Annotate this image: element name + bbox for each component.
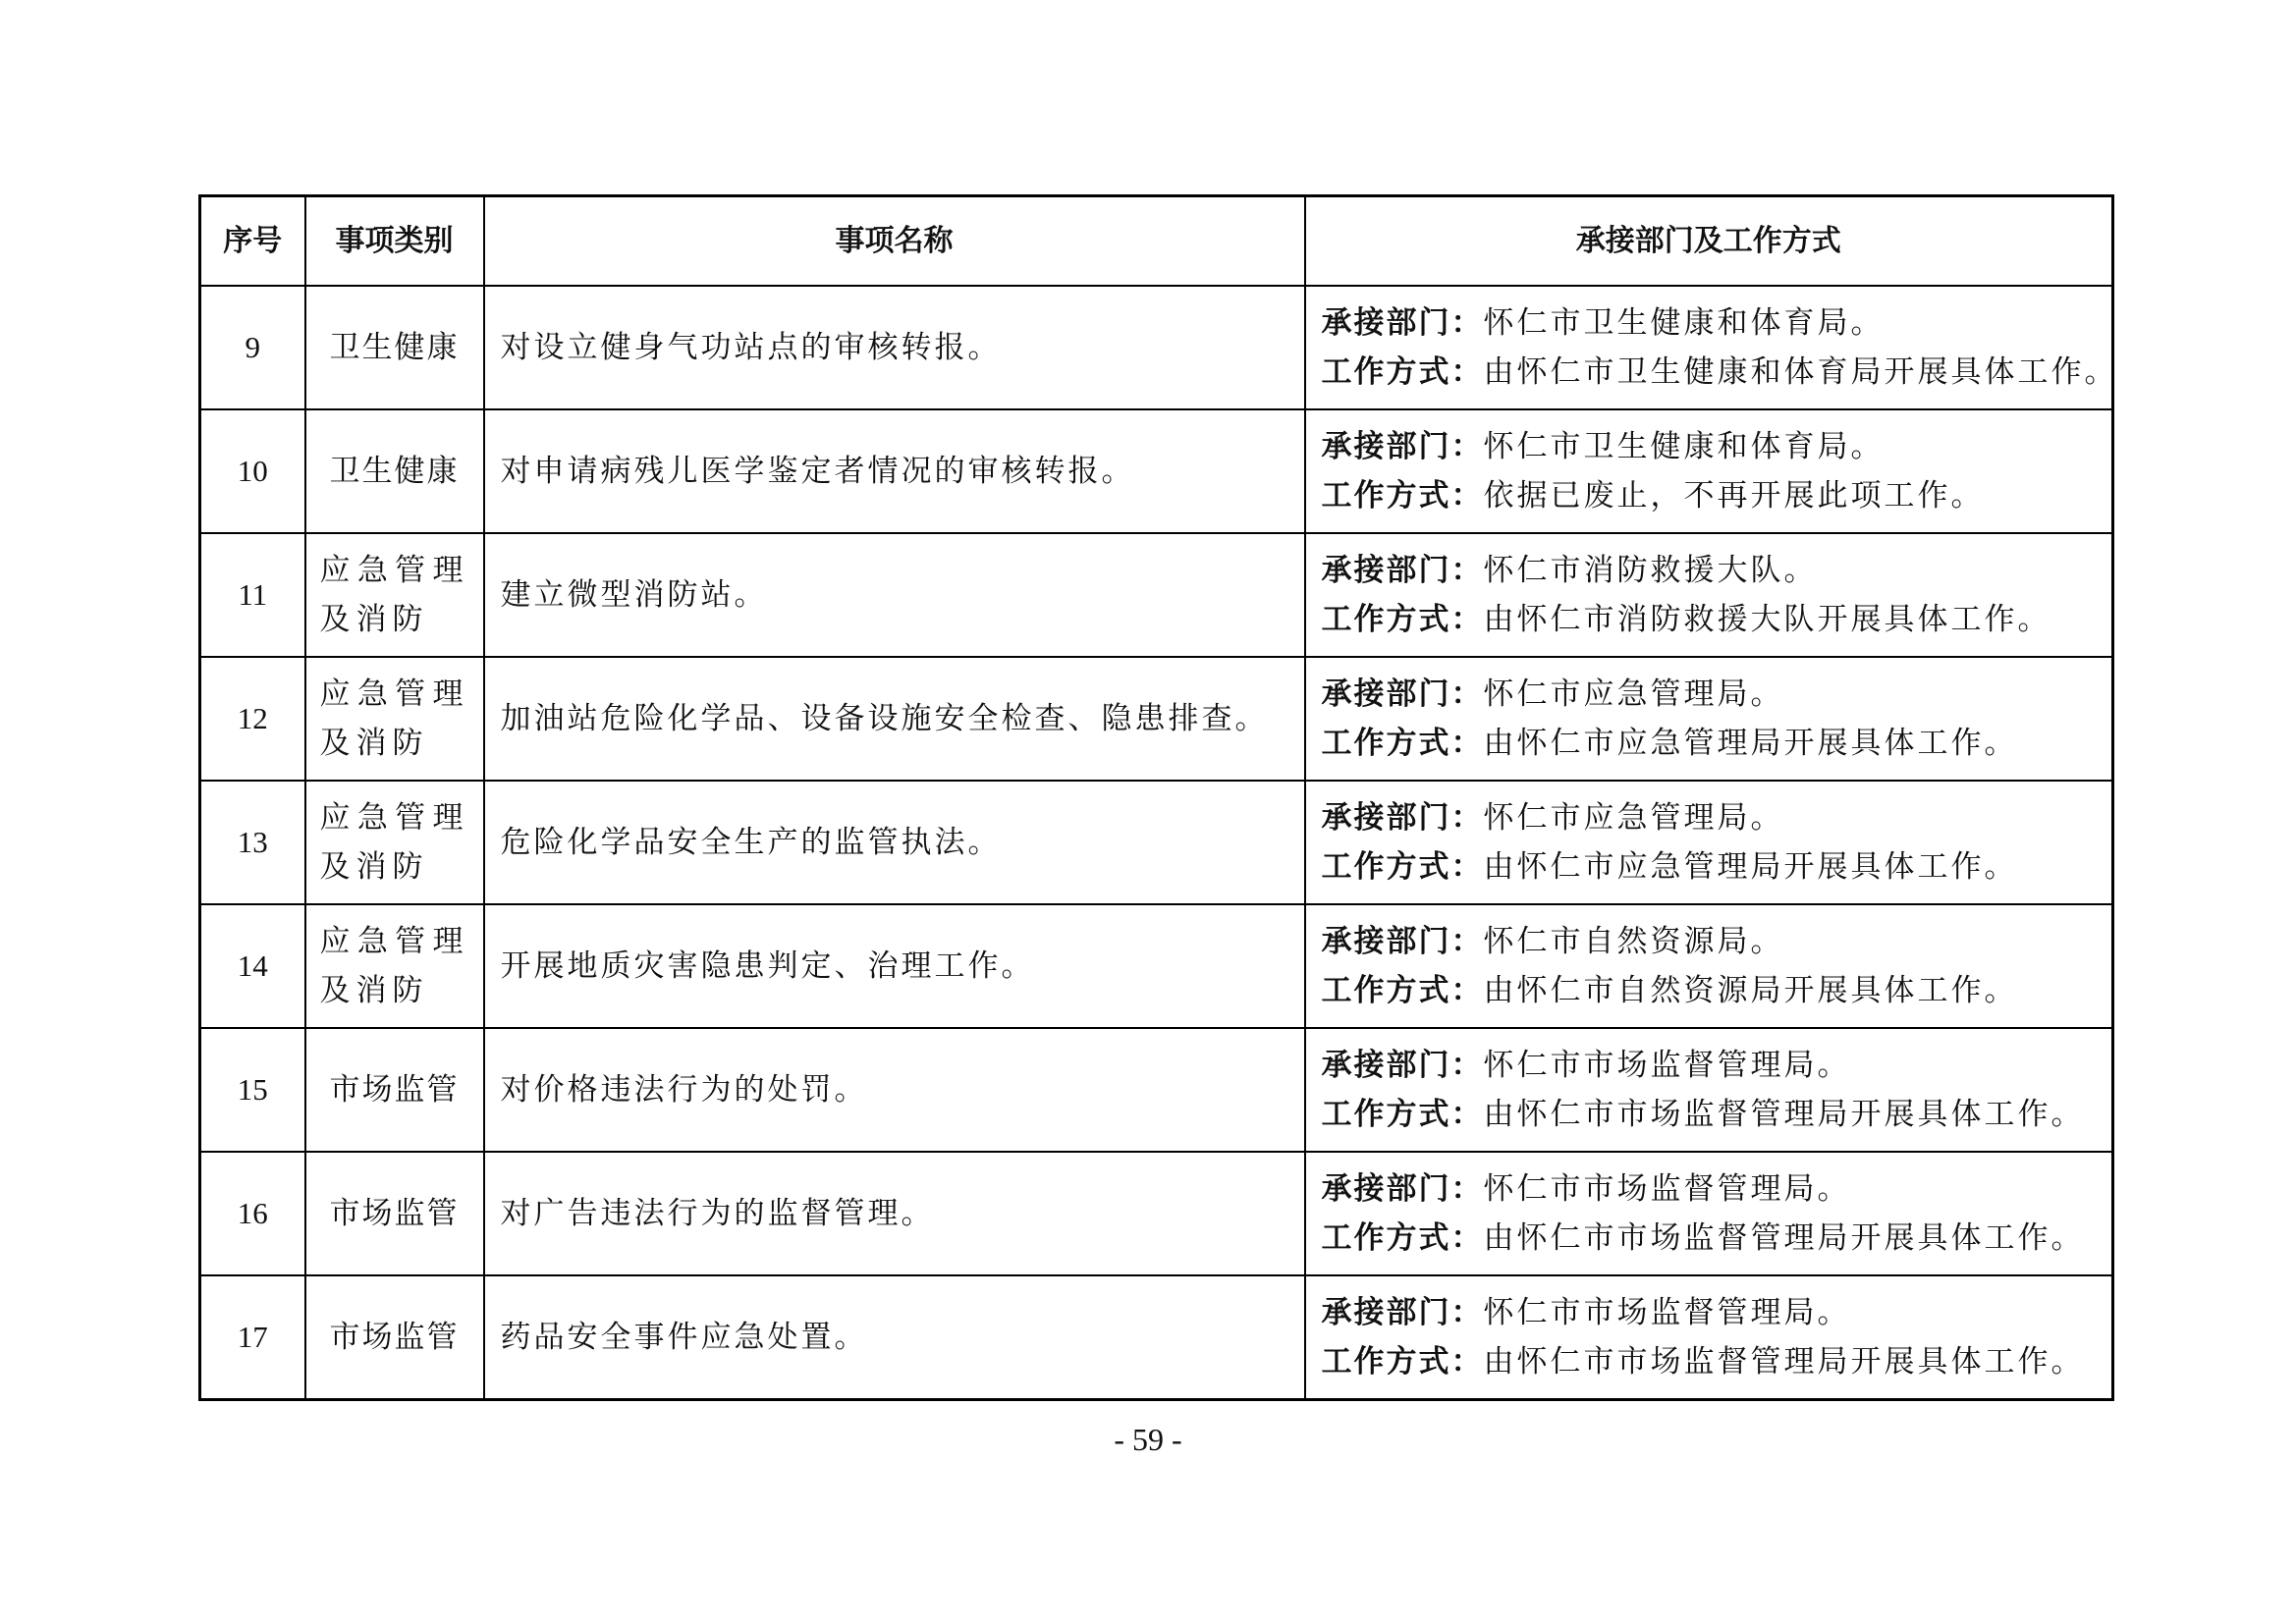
dept-label: 承接部门：: [1321, 429, 1484, 464]
dept-line: [1322, 793, 2105, 842]
header-no: 序号: [200, 196, 305, 287]
method-line: [1322, 966, 2105, 1015]
dept-label: 承接部门：: [1321, 800, 1484, 836]
method-line: [1322, 1090, 2105, 1139]
dept-label: 承接部门：: [1321, 1048, 1484, 1083]
row-category: 市场监管: [305, 1152, 484, 1275]
row-number: 11: [200, 533, 305, 657]
table-row: [200, 1152, 2113, 1275]
row-category: 应急管理及消防: [305, 657, 484, 781]
dept-value: 怀仁市卫生健康和体育局。: [1483, 429, 1885, 464]
table-row: [200, 286, 2113, 409]
row-item-name: 对申请病残儿医学鉴定者情况的审核转报。: [484, 409, 1305, 533]
table-row: [200, 409, 2113, 533]
row-category: 应急管理及消防: [305, 781, 484, 904]
table-row: [200, 657, 2113, 781]
dept-line: [1322, 917, 2105, 966]
method-value: 由怀仁市市场监督管理局开展具体工作。: [1483, 1343, 2085, 1380]
row-number: 9: [200, 286, 305, 409]
header-category: 事项类别: [305, 196, 484, 287]
dept-line: [1322, 670, 2105, 719]
method-label: 工作方式：: [1321, 1097, 1484, 1132]
method-value: 由怀仁市应急管理局开展具体工作。: [1483, 849, 2018, 885]
row-category: 市场监管: [305, 1028, 484, 1152]
row-category: 卫生健康: [305, 286, 484, 409]
method-line: [1322, 842, 2105, 892]
page-number: - 59 -: [1114, 1422, 1182, 1457]
dept-value: 怀仁市应急管理局。: [1483, 676, 1784, 712]
row-number: 16: [200, 1152, 305, 1275]
method-line: [1321, 348, 2118, 397]
dept-value: 怀仁市市场监督管理局。: [1483, 1048, 1851, 1083]
method-label: 工作方式：: [1321, 1220, 1484, 1256]
row-dept-method: [1305, 904, 2113, 1028]
row-category: 市场监管: [305, 1275, 484, 1399]
dept-line: [1322, 546, 2105, 595]
dept-label: 承接部门：: [1321, 1294, 1484, 1330]
row-item-name: 药品安全事件应急处置。: [484, 1275, 1305, 1399]
row-dept-method: [1305, 1028, 2113, 1152]
row-dept-method: [1305, 533, 2113, 657]
row-dept-method: [1305, 781, 2113, 904]
row-number: 17: [200, 1275, 305, 1399]
row-item-name: 对价格违法行为的处罚。: [484, 1028, 1305, 1152]
row-item-name: 建立微型消防站。: [484, 533, 1305, 657]
table-header-row: [200, 196, 2113, 287]
dept-value: 怀仁市自然资源局。: [1483, 924, 1784, 959]
method-value: 依据已废止，不再开展此项工作。: [1483, 478, 1985, 514]
header-name: 事项名称: [484, 196, 1305, 287]
row-number: 13: [200, 781, 305, 904]
method-label: 工作方式：: [1321, 849, 1484, 885]
method-line: [1322, 1214, 2105, 1263]
method-value: 由怀仁市市场监督管理局开展具体工作。: [1483, 1097, 2085, 1132]
row-number: 12: [200, 657, 305, 781]
items-table: [198, 194, 2118, 1401]
dept-value: 怀仁市市场监督管理局。: [1483, 1171, 1851, 1207]
row-category: 应急管理及消防: [305, 904, 484, 1028]
dept-label: 承接部门：: [1321, 1171, 1484, 1207]
row-dept-method: [1305, 1275, 2113, 1399]
row-item-name: 加油站危险化学品、设备设施安全检查、隐患排查。: [484, 657, 1305, 781]
table-row: [200, 1275, 2113, 1399]
row-dept-method: [1305, 657, 2113, 781]
dept-line: [1322, 1164, 2105, 1214]
method-label: 工作方式：: [1321, 602, 1484, 637]
dept-line: [1322, 1041, 2105, 1090]
method-label: 工作方式：: [1321, 354, 1484, 390]
row-item-name: 开展地质灾害隐患判定、治理工作。: [484, 904, 1305, 1028]
dept-value: 怀仁市应急管理局。: [1483, 800, 1784, 836]
row-item-name: 对广告违法行为的监督管理。: [484, 1152, 1305, 1275]
dept-label: 承接部门：: [1321, 553, 1484, 588]
row-number: 14: [200, 904, 305, 1028]
header-dept: 承接部门及工作方式: [1305, 196, 2113, 287]
table-row: [200, 1028, 2113, 1152]
dept-line: [1322, 1288, 2105, 1337]
method-label: 工作方式：: [1321, 726, 1484, 761]
method-label: 工作方式：: [1321, 973, 1484, 1008]
method-line: [1322, 471, 2105, 520]
row-dept-method: [1305, 1152, 2113, 1275]
dept-value: 怀仁市消防救援大队。: [1483, 553, 1818, 588]
row-number: 10: [200, 409, 305, 533]
method-label: 工作方式：: [1321, 478, 1484, 514]
dept-value: 怀仁市市场监督管理局。: [1483, 1294, 1851, 1330]
table-row: [200, 904, 2113, 1028]
method-value: 由怀仁市应急管理局开展具体工作。: [1483, 726, 2018, 761]
method-value: 由怀仁市卫生健康和体育局开展具体工作。: [1483, 354, 2118, 390]
dept-label: 承接部门：: [1321, 924, 1484, 959]
table-row: [200, 781, 2113, 904]
dept-value: 怀仁市卫生健康和体育局。: [1483, 305, 1885, 341]
table-row: [200, 533, 2113, 657]
method-line: [1322, 719, 2105, 768]
row-category: 应急管理及消防: [305, 533, 484, 657]
row-category: 卫生健康: [305, 409, 484, 533]
method-line: [1322, 1337, 2105, 1386]
row-number: 15: [200, 1028, 305, 1152]
dept-label: 承接部门：: [1321, 305, 1484, 341]
dept-label: 承接部门：: [1321, 676, 1484, 712]
method-line: [1322, 595, 2105, 644]
row-item-name: 对设立健身气功站点的审核转报。: [484, 286, 1305, 409]
row-dept-method: [1305, 409, 2113, 533]
method-value: 由怀仁市消防救援大队开展具体工作。: [1483, 602, 2051, 637]
dept-line: [1322, 422, 2105, 471]
dept-line: [1322, 298, 2105, 348]
method-value: 由怀仁市自然资源局开展具体工作。: [1483, 973, 2018, 1008]
method-value: 由怀仁市市场监督管理局开展具体工作。: [1483, 1220, 2085, 1256]
row-dept-method: [1305, 286, 2118, 409]
row-item-name: 危险化学品安全生产的监管执法。: [484, 781, 1305, 904]
method-label: 工作方式：: [1321, 1343, 1484, 1380]
